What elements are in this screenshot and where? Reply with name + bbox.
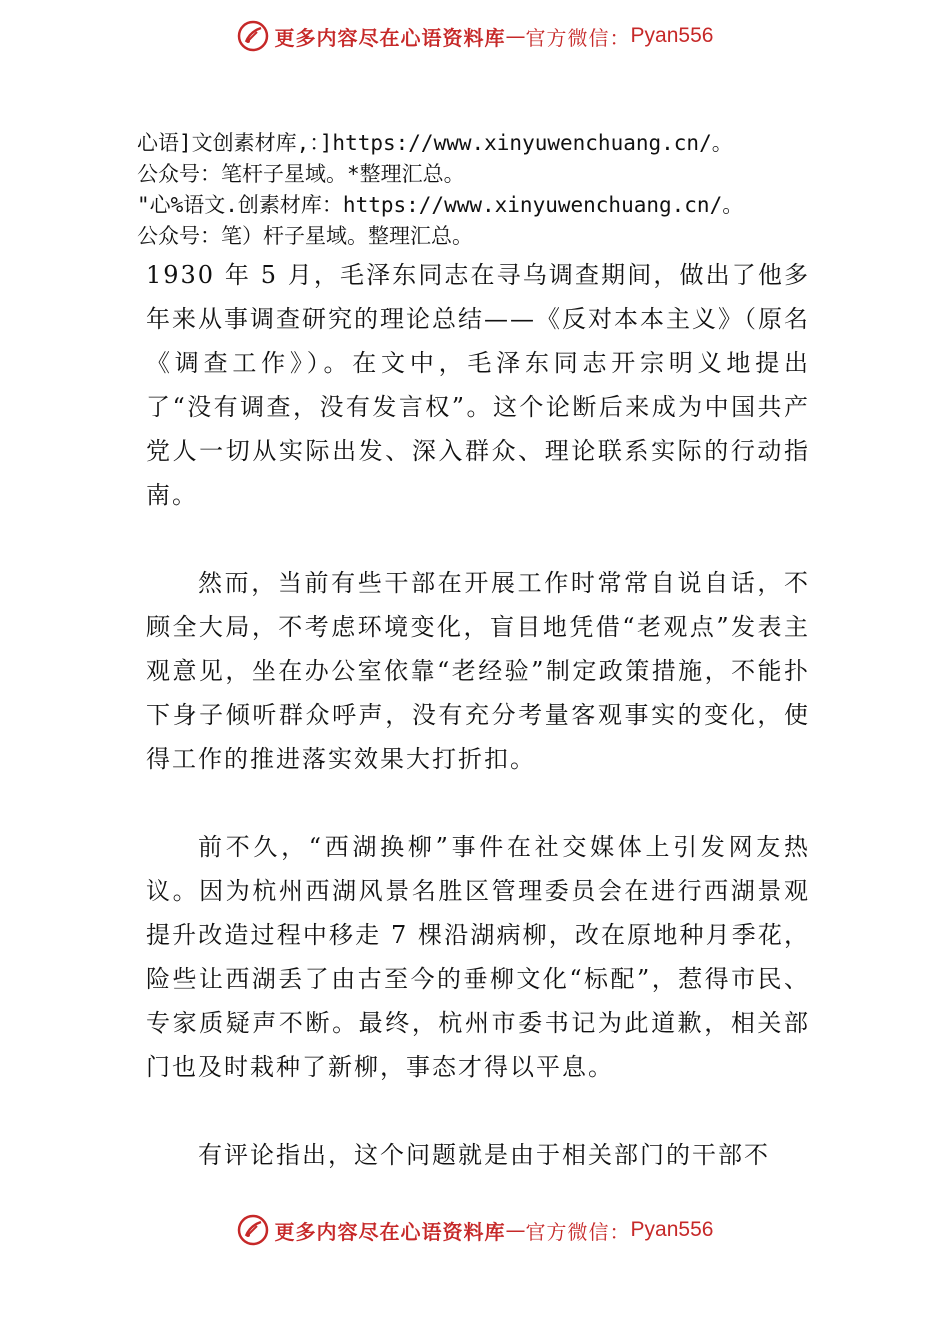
paragraph: 1930 年 5 月，毛泽东同志在寻乌调查期间，做出了他多年来从事调查研究的理论总结——《反对本本主义》（原名《调查工作》）。在文中，毛泽东同志开宗明义地提出了“没有调查，没有发言权”。这个论断后来成为中国共产党人一切从实际出发、深入群众、理论联系实际的行动指南。 (146, 261, 810, 509)
paragraph: 前不久，“西湖换柳”事件在社交媒体上引发网友热议。因为杭州西湖风景名胜区管理委员会在进行西湖景观提升改造过程中移走 7 棵沿湖病柳，改在原地种月季花，险些让西湖丢了由古至今的垂柳文化“标配”，惹得市民、专家质疑声不断。最终，杭州市委书记为此道歉，相关部门也及时栽种了新柳，事态才得以平息。 (146, 833, 810, 1081)
xinyu-logo-icon (237, 20, 269, 52)
article-body (146, 253, 810, 1177)
header-line: 公众号：笔杆子星域。*整理汇总。 (137, 162, 465, 186)
header-line: "心%语文.创素材库：https://www.xinyuwenchuang.cn/。 (137, 193, 744, 217)
banner-text: 更多内容尽在心语资料库 (274, 25, 506, 50)
xinyu-logo-icon (237, 1214, 269, 1246)
header-line: 心语]文创素材库,：]https://www.xinyuwenchuang.cn/。 (137, 131, 733, 155)
bottom-banner (0, 1210, 950, 1250)
banner-separator: — (505, 24, 526, 48)
banner-wechat-id: Pyan556 (630, 24, 714, 47)
banner-wechat-label: 官方微信： (525, 25, 631, 50)
top-banner (0, 16, 950, 56)
paragraph: 有评论指出，这个问题就是由于相关部门的干部不 (198, 1141, 770, 1169)
banner-wechat-label: 官方微信： (525, 1219, 631, 1244)
paragraph: 然而，当前有些干部在开展工作时常常自说自话，不顾全大局，不考虑环境变化，盲目地凭借“老观点”发表主观意见，坐在办公室依靠“老经验”制定政策措施，不能扑下身子倾听群众呼声，没有充分考量客观事实的变化，使得工作的推进落实效果大打折扣。 (146, 569, 810, 773)
banner-separator: — (505, 1218, 526, 1242)
banner-wechat-id: Pyan556 (630, 1218, 714, 1241)
banner-text: 更多内容尽在心语资料库 (274, 1219, 506, 1244)
source-header (137, 128, 827, 252)
header-line: 公众号：笔）杆子星域。整理汇总。 (137, 224, 473, 248)
